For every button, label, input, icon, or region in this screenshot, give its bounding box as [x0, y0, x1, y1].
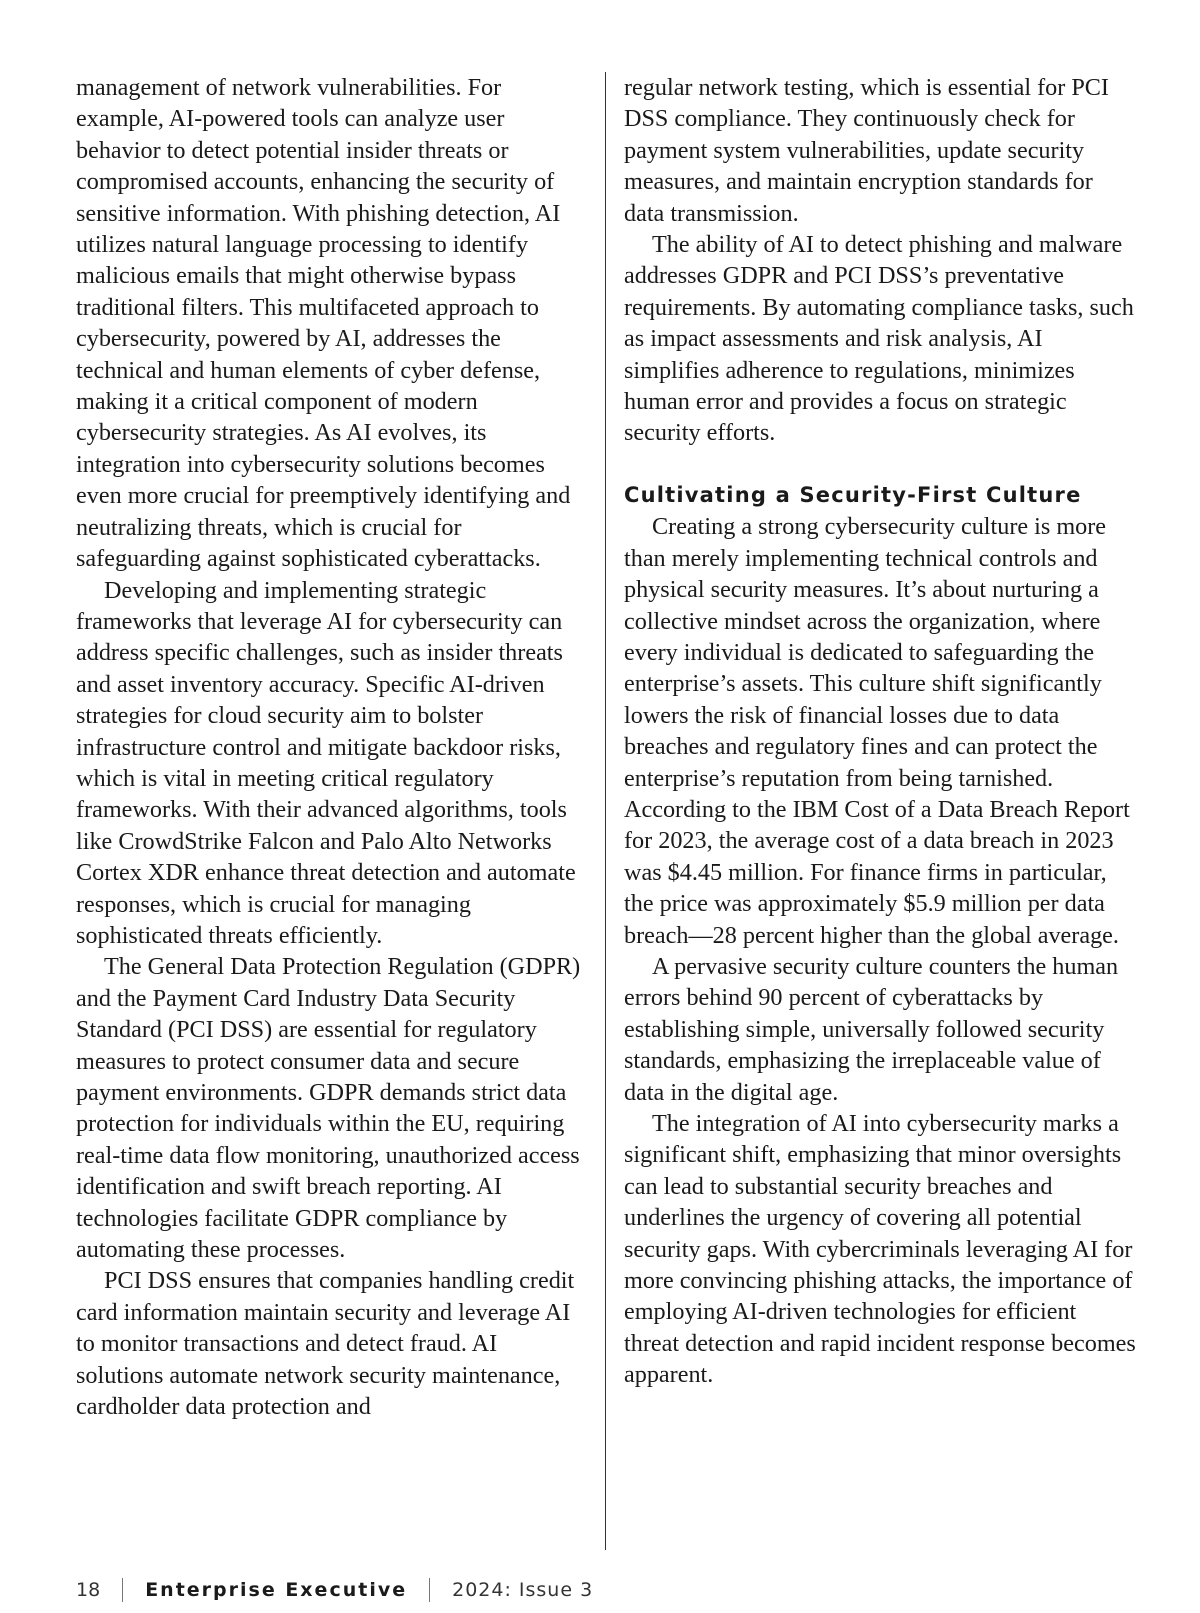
- body-paragraph: regular network testing, which is essential for PCI DSS compliance. They continuously check for payment system vulnerabilities, update security measures, and maintain encryption standards for data transmission.: [624, 74, 1109, 227]
- column-divider: [605, 72, 606, 1550]
- footer-separator: [429, 1578, 430, 1602]
- page-footer: [76, 1578, 593, 1602]
- issue-label: 2024: Issue 3: [452, 1579, 594, 1601]
- body-paragraph: A pervasive security culture counters the human errors behind 90 percent of cyberattacks by establishing simple, universally followed security standards, emphasizing the irreplaceable value of data in the digital age.: [624, 952, 1119, 1106]
- page-number: 18: [76, 1579, 101, 1601]
- footer-separator: [122, 1578, 123, 1602]
- publication-name: Enterprise Executive: [145, 1579, 408, 1601]
- body-paragraph: Creating a strong cybersecurity culture is more than merely implementing technical controls and physical security measures. It’s about nurturing a collective mindset across the organization, where every individual is dedicated to safeguarding the enterprise’s assets. This culture shift significantly lowers the risk of financial losses due to data breaches and regulatory fines and can protect the enterprise’s reputation from being tarnished. According to the IBM Cost of a Data Breach Report for 2023, the average cost of a data breach in 2023 was $4.45 million. For finance firms in particular, the price was approximately $5.9 million per data breach—28 percent higher than the global average.: [624, 513, 1130, 949]
- body-paragraph: The ability of AI to detect phishing and malware addresses GDPR and PCI DSS’s preventative requirements. By automating compliance tasks, such as impact assessments and risk analysis, AI simplifies adherence to regulations, minimizes human error and provides a focus on strategic security efforts.: [624, 231, 1134, 447]
- right-column: [624, 72, 1136, 1391]
- body-paragraph: management of network vulnerabilities. For example, AI-powered tools can analyze user behavior to detect potential insider threats or compromised accounts, enhancing the security of sensitive information. With phishing detection, AI utilizes natural language processing to identify malicious emails that might otherwise bypass traditional filters. This multifaceted approach to cybersecurity, powered by AI, addresses the technical and human elements of cyber defense, making it a critical component of modern cybersecurity strategies. As AI evolves, its integration into cybersecurity solutions becomes even more crucial for preemptively identifying and neutralizing threats, which is crucial for safeguarding against sophisticated cyberattacks.: [76, 74, 571, 573]
- body-paragraph: PCI DSS ensures that companies handling credit card information maintain security and leverage AI to monitor transactions and detect fraud. AI solutions automate network security maintenance, cardholder data protection and: [76, 1267, 575, 1421]
- body-paragraph: Developing and implementing strategic frameworks that leverage AI for cybersecurity can address specific challenges, such as insider threats and asset inventory accuracy. Specific AI-driven strategies for cloud security aim to bolster infrastructure control and mitigate backdoor risks, which is vital in meeting critical regulatory frameworks. With their advanced algorithms, tools like CrowdStrike Falcon and Palo Alto Networks Cortex XDR enhance threat detection and automate responses, which is crucial for managing sophisticated threats efficiently.: [76, 576, 576, 949]
- left-column: [76, 72, 586, 1422]
- body-paragraph: The General Data Protection Regulation (GDPR) and the Payment Card Industry Data Security Standard (PCI DSS) are essential for regulatory measures to protect consumer data and secure payment environments. GDPR demands strict data protection for individuals within the EU, requiring real-time data flow monitoring, unauthorized access identification and swift breach reporting. AI technologies facilitate GDPR compliance by automating these processes.: [76, 953, 581, 1264]
- body-paragraph: The integration of AI into cybersecurity marks a significant shift, emphasizing that minor oversights can lead to substantial security breaches and underlines the urgency of covering all potential security gaps. With cybercriminals leveraging AI for more convincing phishing attacks, the importance of employing AI-driven technologies for efficient threat detection and rapid incident response becomes apparent.: [624, 1110, 1136, 1389]
- section-heading: Cultivating a Security-First Culture: [624, 482, 1082, 507]
